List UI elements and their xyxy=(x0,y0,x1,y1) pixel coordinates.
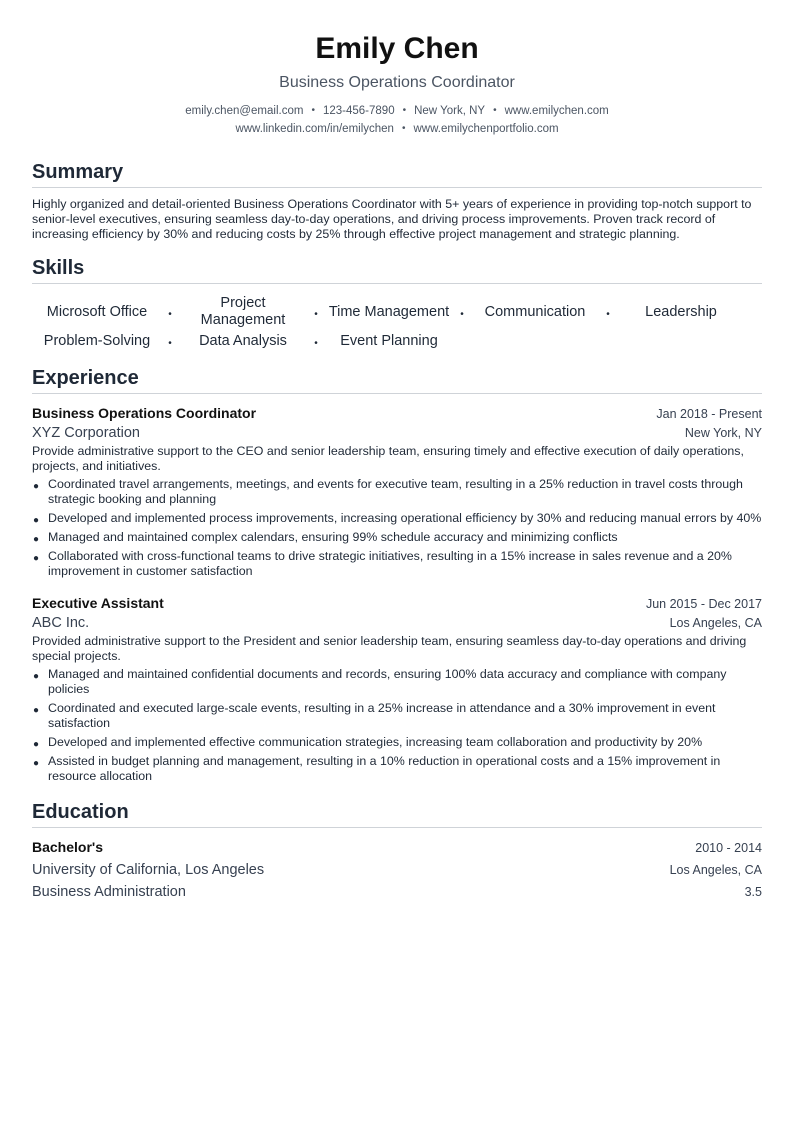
skill-item: Data Analysis xyxy=(199,332,287,349)
skills-grid xyxy=(32,294,762,352)
skill-item: Event Planning xyxy=(340,332,438,349)
bullet-icon: ● xyxy=(33,739,40,750)
website-link[interactable]: www.emilychen.com xyxy=(504,105,609,117)
achievement-item: ● Coordinated and executed large-scale events, resulting in a 25% increase in attendance and a 30% improvement in event satisfaction xyxy=(33,701,716,730)
separator-dot: • xyxy=(402,105,407,116)
bullet-icon: ● xyxy=(33,481,40,492)
linkedin-link[interactable]: www.linkedin.com/in/emilychen xyxy=(235,123,394,135)
job-title: Executive Assistant xyxy=(32,595,164,611)
achievement-item: ● Managed and maintained confidential documents and records, ensuring 100% data accuracy and compliance with company policies xyxy=(33,667,727,696)
job-entry xyxy=(32,404,762,579)
company-name: XYZ Corporation xyxy=(32,425,140,441)
experience-section xyxy=(32,366,762,784)
school-name: University of California, Los Angeles xyxy=(32,862,265,878)
skills-heading: Skills xyxy=(32,256,762,284)
portfolio-link[interactable]: www.emilychenportfolio.com xyxy=(413,123,559,135)
education-section xyxy=(32,800,762,903)
job-entry xyxy=(32,594,762,784)
job-title: Business Operations Coordinator xyxy=(32,405,257,421)
separator-dot: • xyxy=(311,105,315,116)
school-location: Los Angeles, CA xyxy=(669,863,762,877)
candidate-title: Business Operations Coordinator xyxy=(279,74,515,91)
phone-text: 123-456-7890 xyxy=(322,105,395,117)
job-description: Provide administrative support to the CEO and senior leadership team, ensuring timely and effective execution of daily operations, projects, and initiatives. xyxy=(32,444,744,473)
skill-item: Project Management xyxy=(200,295,286,328)
skills-row xyxy=(32,294,762,330)
separator-dot: • xyxy=(606,309,610,320)
bullet-icon: ● xyxy=(33,534,40,545)
experience-heading: Experience xyxy=(32,366,762,394)
achievement-item: ● Managed and maintained complex calendars, ensuring 99% schedule accuracy and minimizing conflicts xyxy=(33,530,618,545)
contact-line-1 xyxy=(32,102,762,120)
skill-item: Problem-Solving xyxy=(43,332,151,349)
candidate-name: Emily Chen xyxy=(315,32,479,65)
skill-item: Time Management xyxy=(328,303,450,320)
separator-dot: • xyxy=(314,338,318,349)
skills-row xyxy=(32,330,762,352)
job-description: Provided administrative support to the President and senior leadership team, ensuring seamless day-to-day operations and driving special projects. xyxy=(32,634,747,663)
skill-item: Communication xyxy=(484,303,586,320)
job-location: Los Angeles, CA xyxy=(669,616,762,630)
company-name: ABC Inc. xyxy=(32,615,90,631)
achievement-item: ● Coordinated travel arrangements, meetings, and events for executive team, resulting in a 25% reduction in travel costs through strategic booking and planning xyxy=(33,477,743,506)
bullet-icon: ● xyxy=(33,671,40,682)
bullet-icon: ● xyxy=(33,705,40,716)
achievement-item: ● Developed and implemented process improvements, increasing operational efficiency by 30% and reducing manual errors by 40% xyxy=(33,511,762,526)
separator-dot: • xyxy=(493,105,497,116)
gpa-value: 3.5 xyxy=(744,885,762,899)
separator-dot: • xyxy=(460,309,464,320)
skill-item: Microsoft Office xyxy=(46,303,148,320)
job-dates: Jan 2018 - Present xyxy=(656,407,762,421)
email-link[interactable]: emily.chen@email.com xyxy=(185,105,304,117)
education-heading: Education xyxy=(32,800,762,828)
job-dates: Jun 2015 - Dec 2017 xyxy=(645,597,762,611)
location-text: New York, NY xyxy=(414,105,486,117)
degree-name: Bachelor's xyxy=(32,839,104,855)
education-dates: 2010 - 2014 xyxy=(695,841,762,855)
bullet-icon: ● xyxy=(33,553,40,564)
achievement-list xyxy=(32,477,762,579)
job-location: New York, NY xyxy=(684,426,762,440)
skills-section xyxy=(32,256,762,352)
separator-dot: • xyxy=(401,123,406,134)
contact-line-2 xyxy=(32,120,762,138)
skill-item: Leadership xyxy=(645,303,717,320)
summary-text: Highly organized and detail-oriented Business Operations Coordinator with 5+ years of experience in providing top-notch support to senior-level executives, ensuring seamless day-to-day operations, and driving process improvements. Proven track record of increasing efficiency by 30% and reducing costs by 25% through effective project management and strategic planning. xyxy=(32,197,752,241)
separator-dot: • xyxy=(168,338,172,349)
resume-header xyxy=(32,0,762,138)
achievement-list xyxy=(32,667,762,784)
bullet-icon: ● xyxy=(33,758,40,769)
separator-dot: • xyxy=(314,309,318,320)
separator-dot: • xyxy=(168,309,172,320)
bullet-icon: ● xyxy=(33,515,40,526)
achievement-item: ● Assisted in budget planning and management, resulting in a 10% reduction in operational costs and a 15% improvement in resource allocation xyxy=(33,754,721,783)
achievement-item: ● Developed and implemented effective communication strategies, increasing team collaboration and productivity by 20% xyxy=(33,735,703,750)
achievement-item: ● Collaborated with cross-functional teams to drive strategic initiatives, resulting in a 15% increase in sales revenue and a 20% improvement in customer satisfaction xyxy=(33,549,732,578)
summary-heading: Summary xyxy=(32,160,762,188)
education-entry xyxy=(32,838,762,903)
summary-section xyxy=(32,160,762,242)
field-of-study: Business Administration xyxy=(32,884,186,900)
